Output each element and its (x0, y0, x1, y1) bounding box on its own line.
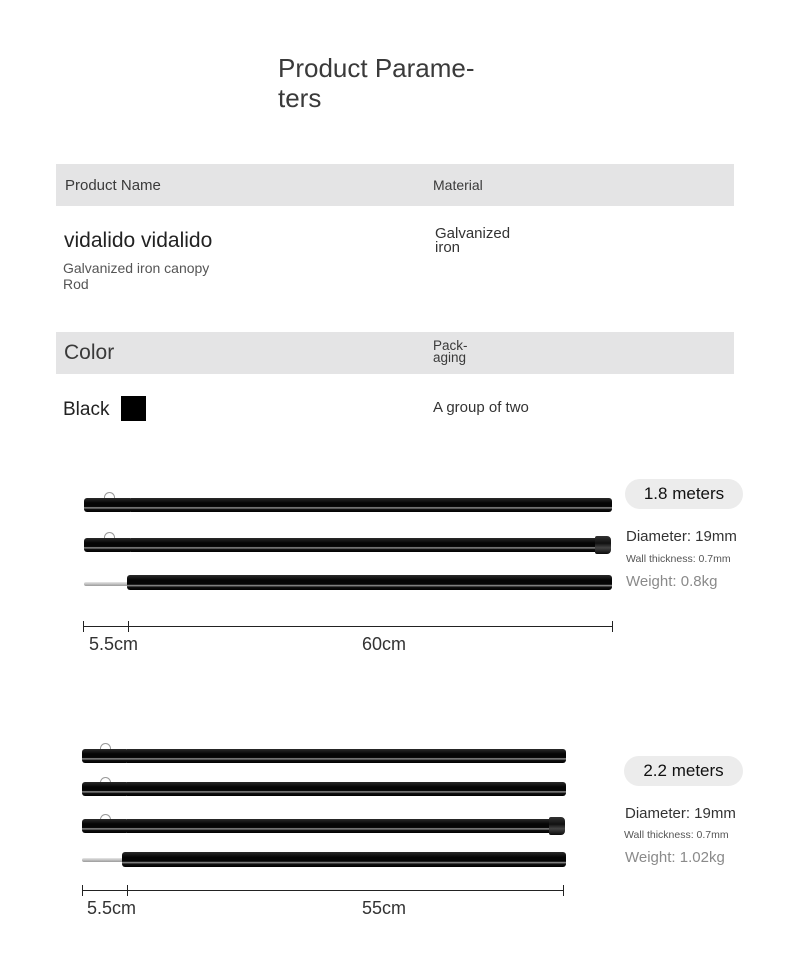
variant-1-length-badge: 1.8 meters (625, 479, 743, 509)
header-material: Material (433, 177, 483, 193)
dimension-short-label: 5.5cm (87, 898, 137, 918)
variant-2-diameter: Diameter: 19mm (625, 805, 736, 822)
header-packaging-line2: aging (433, 350, 467, 365)
product-name-value: vidalido vidalido (64, 229, 213, 252)
dimension-tick (612, 621, 613, 632)
rod-spike (84, 582, 130, 586)
dimension-short-label: 5.5cm (89, 634, 139, 654)
rod-sleeve (82, 819, 126, 833)
variant-1-wall-thickness: Wall thickness: 0.7mm (626, 553, 731, 565)
variant-2-weight: Weight: 1.02kg (625, 849, 725, 866)
rod-segment (122, 852, 566, 867)
material-line2: iron (435, 239, 461, 256)
rod-segment (127, 575, 612, 590)
rod-segment (124, 749, 566, 763)
dimension-long-label: 55cm (362, 898, 407, 918)
packaging-value: A group of two (433, 399, 529, 416)
variant-1-weight: Weight: 0.8kg (626, 573, 718, 590)
table-header-band-2 (56, 332, 734, 374)
variant-1-diameter: Diameter: 19mm (626, 528, 737, 545)
page-title (278, 53, 508, 113)
dimension-tick (128, 621, 129, 632)
header-color: Color (64, 341, 115, 364)
rod-segment (128, 498, 612, 512)
rod-sleeve (84, 538, 130, 552)
rod-segment (124, 819, 552, 833)
page-title-line1: Product Parame- (278, 53, 475, 83)
rod-end-cap (595, 536, 611, 554)
color-swatch (121, 396, 146, 421)
product-desc-line2: Rod (63, 276, 89, 292)
dimension-tick (82, 885, 83, 896)
rod-spike (82, 858, 124, 862)
header-packaging (433, 340, 468, 364)
rod-segment (124, 782, 566, 796)
rod-sleeve (82, 749, 126, 763)
dimension-long-label: 60cm (362, 634, 407, 654)
rod-sleeve (84, 498, 130, 512)
product-description (63, 260, 209, 292)
variant-2-length-badge: 2.2 meters (624, 756, 743, 786)
product-desc-line1: Galvanized iron canopy (63, 260, 210, 276)
dimension-line (83, 626, 613, 627)
rod-end-cap (549, 817, 565, 835)
dimension-tick (563, 885, 564, 896)
material-line1: Galvanized (435, 225, 511, 242)
dimension-tick (127, 885, 128, 896)
dimension-line (82, 890, 564, 891)
variant-2-wall-thickness: Wall thickness: 0.7mm (624, 829, 729, 841)
rod-sleeve (82, 782, 126, 796)
rod-segment (128, 538, 598, 552)
header-packaging-line1: Pack- (433, 338, 468, 353)
dimension-tick (83, 621, 84, 632)
page-title-line2: ters (278, 83, 322, 113)
color-value: Black (63, 399, 110, 420)
header-product-name: Product Name (65, 177, 161, 194)
material-value (435, 227, 510, 255)
